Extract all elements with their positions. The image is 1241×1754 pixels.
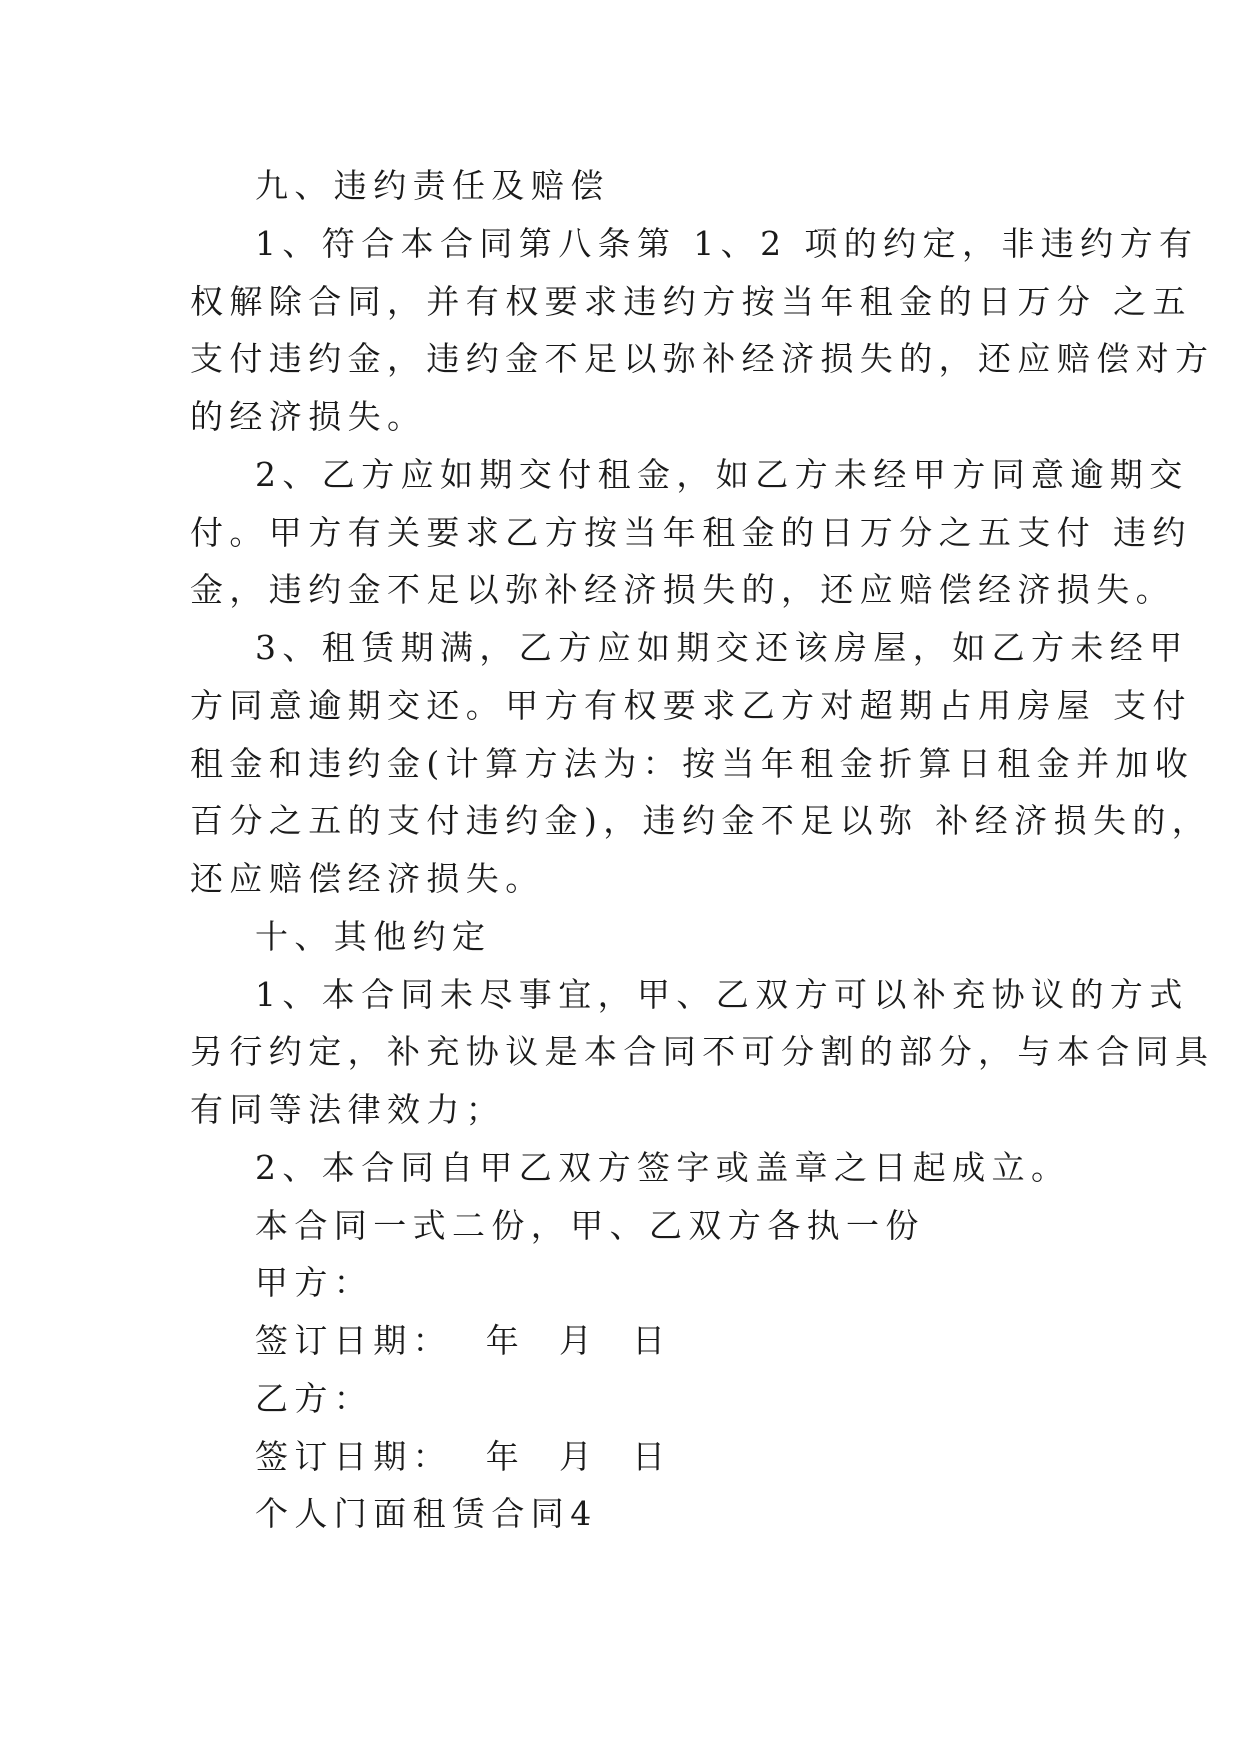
- next-document-title: 个人门面租赁合同4: [255, 1494, 598, 1533]
- paragraph-line: 百分之五的支付违约金)，违约金不足以弥 补经济损失的，: [190, 801, 1212, 840]
- paragraph-line: 的经济损失。: [190, 397, 427, 436]
- paragraph-line: 租金和违约金(计算方法为：按当年租金折算日租金并加收: [190, 744, 1195, 783]
- paragraph-line: 还应赔偿经济损失。: [190, 859, 545, 898]
- sign-date-b: 签订日期： 年 月 日: [255, 1437, 672, 1476]
- paragraph-line: 支付违约金，违约金不足以弥补经济损失的，还应赔偿对方: [190, 339, 1215, 378]
- paragraph-line: 1、本合同未尽事宜，甲、乙双方可以补充协议的方式: [255, 975, 1189, 1014]
- section-heading-other: 十、其他约定: [255, 917, 492, 956]
- party-a-label: 甲方：: [255, 1263, 374, 1302]
- paragraph-line: 另行约定，补充协议是本合同不可分割的部分，与本合同具: [190, 1032, 1215, 1071]
- paragraph-line: 金，违约金不足以弥补经济损失的，还应赔偿经济损失。: [190, 570, 1175, 609]
- paragraph-line: 方同意逾期交还。甲方有权要求乙方对超期占用房屋 支付: [190, 686, 1192, 725]
- paragraph-line: 2、本合同自甲乙双方签字或盖章之日起成立。: [255, 1148, 1071, 1187]
- paragraph-line: 3、租赁期满，乙方应如期交还该房屋，如乙方未经甲: [255, 628, 1189, 667]
- section-heading-liability: 九、违约责任及赔偿: [255, 166, 610, 205]
- paragraph-line: 2、乙方应如期交付租金，如乙方未经甲方同意逾期交: [255, 455, 1189, 494]
- paragraph-line: 1、符合本合同第八条第 1、2 项的约定，非违约方有: [255, 224, 1199, 263]
- party-b-label: 乙方：: [255, 1379, 374, 1418]
- paragraph-line: 权解除合同，并有权要求违约方按当年租金的日万分 之五: [190, 282, 1192, 321]
- paragraph-line: 付。甲方有关要求乙方按当年租金的日万分之五支付 违约: [190, 513, 1192, 552]
- copies-statement: 本合同一式二份，甲、乙双方各执一份: [255, 1206, 925, 1245]
- paragraph-line: 有同等法律效力；: [190, 1090, 506, 1129]
- sign-date-a: 签订日期： 年 月 日: [255, 1321, 672, 1360]
